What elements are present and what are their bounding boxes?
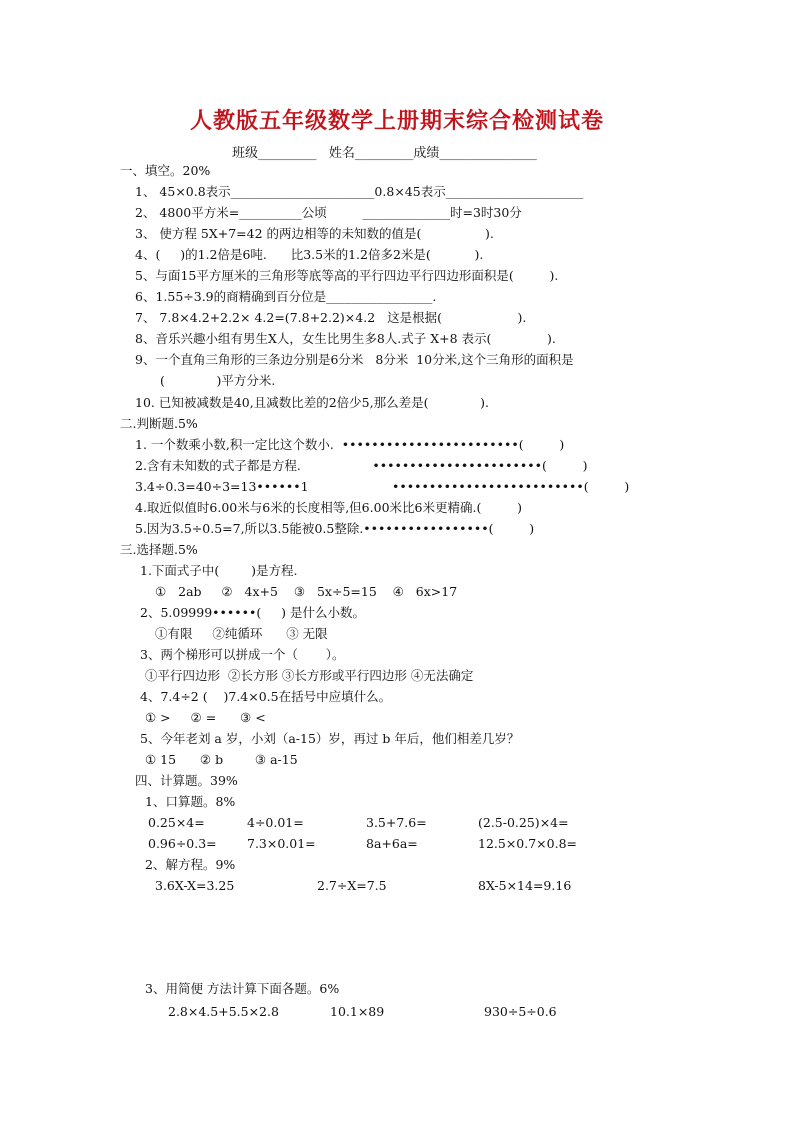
- question-1-10: 10. 已知被减数是40,且减数比差的2倍少5,那么差是( ).: [135, 395, 489, 410]
- part-4-2-title: 2、解方程。9%: [145, 857, 236, 872]
- simplify-calc-1: 2.8×4.5+5.5×2.8: [168, 1004, 279, 1019]
- question-3-3-options: ①平行四边形 ②长方形 ③长方形或平行四边形 ④无法确定: [145, 668, 474, 683]
- page-title: 人教版五年级数学上册期末综合检测试卷: [189, 108, 604, 134]
- question-3-2-options: ①有限 ②纯循环 ③ 无限: [155, 626, 328, 641]
- section-choice-header: 三.选择题.5%: [120, 542, 198, 557]
- question-1-4: 4、( )的1.2倍是6吨. 比3.5米的1.2倍多2米是( ).: [135, 247, 484, 262]
- question-3-3: 3、两个梯形可以拼成一个（ ）。: [140, 647, 345, 662]
- section-fill-blank-header: 一、填空。20%: [120, 163, 211, 178]
- equation-3: 8X-5×14=9.16: [478, 878, 572, 893]
- question-1-7: 7、 7.8×4.2+2.2× 4.2=(7.8+2.2)×4.2 这是根据( ).: [135, 310, 527, 325]
- section-true-false-header: 二.判断题.5%: [120, 416, 198, 431]
- question-1-2: 2、 4800平方米=__________公顷 ______________时=3时30分: [135, 205, 522, 220]
- equation-2: 2.7÷X=7.5: [317, 878, 387, 893]
- part-4-3-title: 3、用简便 方法计算下面各题。6%: [145, 981, 340, 996]
- question-3-4: 4、7.4÷2 ( )7.4×0.5在括号中应填什么。: [140, 689, 392, 704]
- mental-calc-2-4: 12.5×0.7×0.8=: [478, 836, 578, 851]
- question-1-9-line2: ( )平方分米.: [160, 373, 276, 388]
- question-3-5: 5、今年老刘 a 岁，小刘（a-15）岁，再过 b 年后，他们相差几岁？: [140, 731, 520, 746]
- simplify-calc-2: 10.1×89: [330, 1004, 385, 1019]
- mental-calc-2-3: 8a+6a=: [366, 836, 418, 851]
- question-1-8: 8、音乐兴趣小组有男生X人，女生比男生多8人.式子 X+8 表示( ).: [135, 331, 556, 346]
- part-4-1-title: 1、口算题。8%: [145, 794, 236, 809]
- question-2-4: 4.取近似值时6.00米与6米的长度相等,但6.00米比6米更精确.( ): [135, 500, 522, 515]
- question-1-5: 5、与面15平方厘米的三角形等底等高的平行四边平行四边形面积是( ).: [135, 268, 559, 283]
- mental-calc-2-1: 0.96÷0.3=: [148, 836, 217, 851]
- question-3-5-options: ① 15 ② b ③ a-15: [145, 752, 298, 767]
- mental-calc-2-2: 7.3×0.01=: [247, 836, 316, 851]
- question-3-1-options: ① 2ab ② 4x+5 ③ 5x÷5=15 ④ 6x>17: [155, 584, 458, 599]
- question-2-2: 2.含有未知数的式子都是方程. •••••••••••••••••••••••( ): [135, 458, 588, 473]
- question-1-1: 1、 45×0.8表示_______________________0.8×45表示______________________: [135, 184, 584, 199]
- question-3-1: 1.下面式子中( )是方程.: [140, 563, 298, 578]
- simplify-calc-3: 930÷5÷0.6: [484, 1004, 557, 1019]
- question-2-1: 1. 一个数乘小数,积一定比这个数小. ••••••••••••••••••••••••( ): [135, 437, 565, 452]
- student-info-line: 班级_________ 姓名_________成绩_______________: [232, 146, 537, 161]
- equation-1: 3.6X-X=3.25: [155, 878, 235, 893]
- question-1-9-line1: 9、一个直角三角形的三条边分别是6分米 8分米 10分米,这个三角形的面积是: [135, 352, 574, 367]
- question-3-4-options: ① > ② = ③ <: [145, 710, 266, 725]
- mental-calc-1-2: 4÷0.01=: [247, 815, 304, 830]
- mental-calc-1-3: 3.5+7.6=: [366, 815, 427, 830]
- question-3-2: 2、5.09999••••••( ) 是什么小数。: [140, 605, 365, 620]
- question-1-3: 3、 使方程 5X+7=42 的两边相等的未知数的值是( ).: [135, 226, 494, 241]
- mental-calc-1-4: (2.5-0.25)×4=: [478, 815, 569, 830]
- mental-calc-1-1: 0.25×4=: [148, 815, 205, 830]
- section-calculation-header: 四、计算题。39%: [135, 773, 238, 788]
- question-2-3: 3.4÷0.3=40÷3=13••••••1 ••••••••••••••••••••••••••( ): [135, 479, 630, 494]
- question-1-6: 6、1.55÷3.9的商精确到百分位是_________________.: [135, 289, 437, 304]
- question-2-5: 5.因为3.5÷0.5=7,所以3.5能被0.5整除.•••••••••••••••••( ): [135, 521, 535, 536]
